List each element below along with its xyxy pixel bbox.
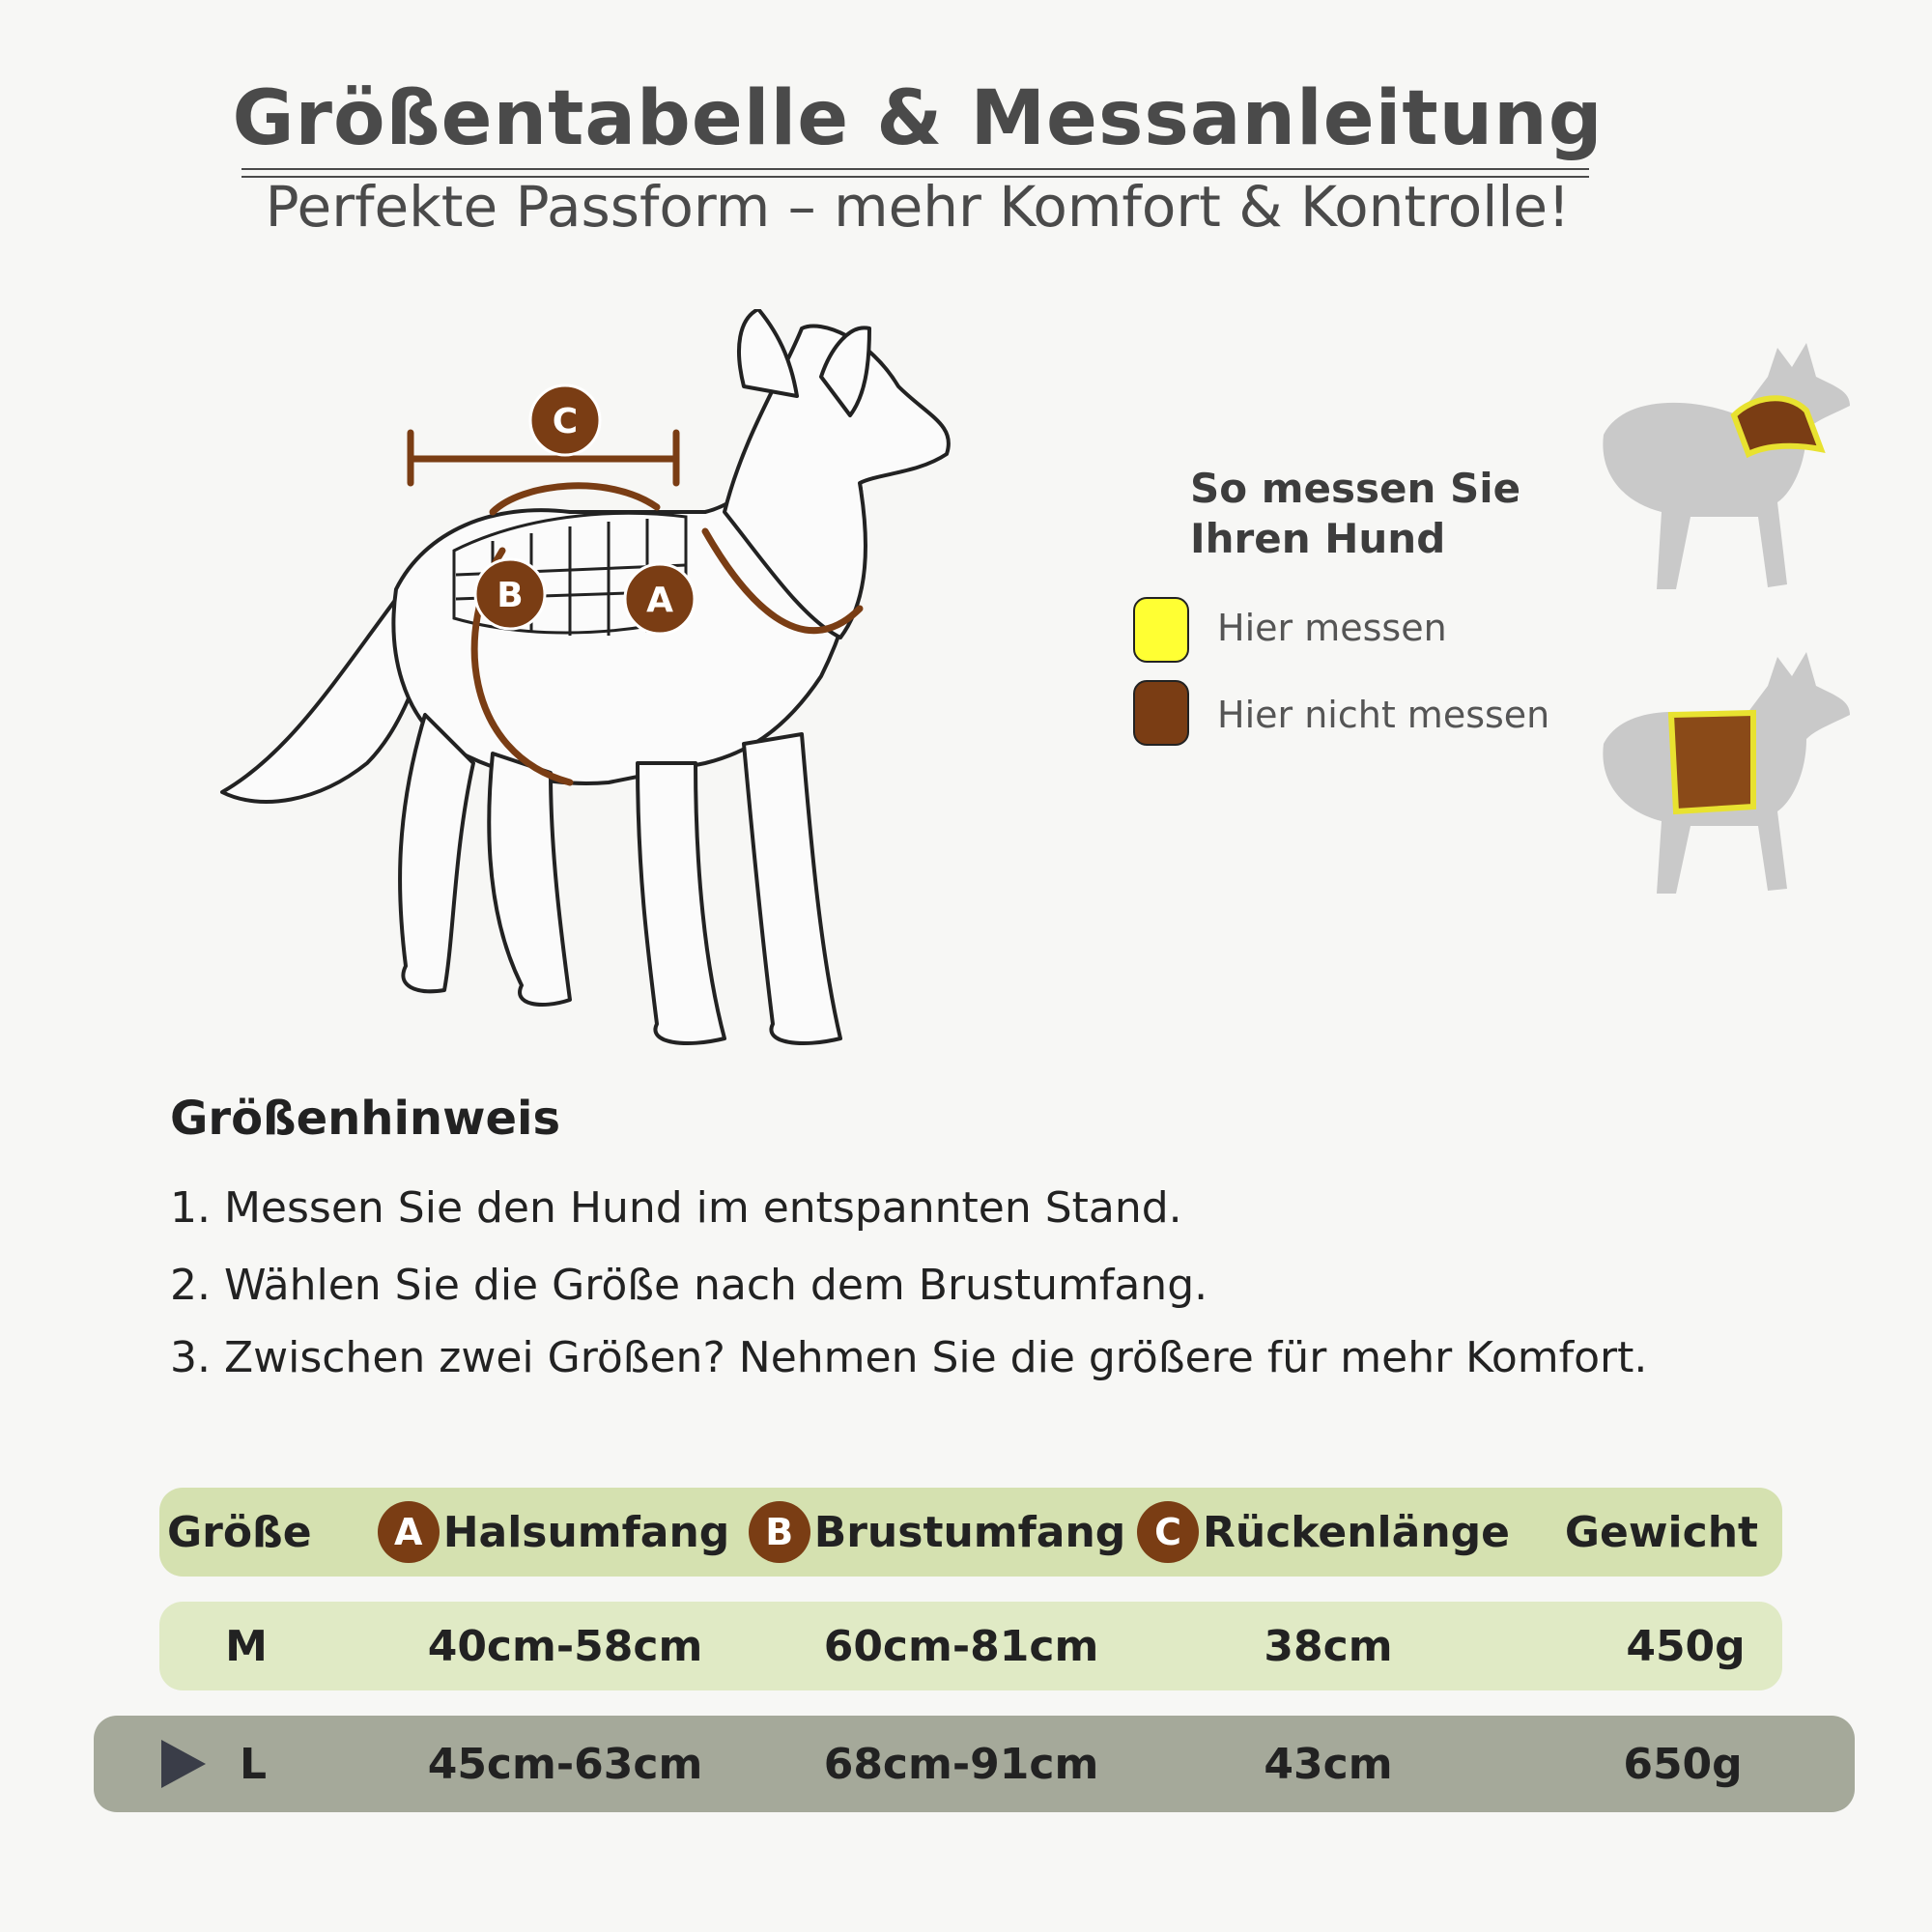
- size-table-header: [159, 1488, 1782, 1577]
- row-chest: 60cm-81cm: [823, 1621, 1099, 1671]
- table-row-selected[interactable]: [94, 1716, 1855, 1812]
- dog-rear-leg-right: [489, 753, 570, 1005]
- label-b-badge: [475, 559, 545, 629]
- row-weight: 650g: [1623, 1739, 1743, 1789]
- back-curve-line: [493, 486, 657, 512]
- row-back: 43cm: [1264, 1739, 1393, 1789]
- header-chest-label: Brustumfang: [813, 1507, 1126, 1557]
- svg-text:A: A: [646, 581, 673, 620]
- page-subtitle: Perfekte Passform – mehr Komfort & Kontrolle!: [265, 174, 1571, 240]
- svg-text:B: B: [497, 576, 524, 615]
- play-arrow-icon: [159, 1716, 208, 1812]
- do-not-measure-swatch: [1133, 680, 1189, 746]
- header-chest: [744, 1488, 1130, 1577]
- table-row[interactable]: [159, 1602, 1782, 1690]
- dog-rear-leg-left: [400, 715, 473, 991]
- label-c-badge: [530, 385, 600, 455]
- measure-here-label: Hier messen: [1217, 607, 1447, 649]
- dog-ear-left: [739, 309, 797, 396]
- row-back: 38cm: [1264, 1621, 1393, 1671]
- label-a-badge: [625, 564, 695, 634]
- dog-neck-correct-illustration: [1584, 338, 1864, 609]
- header-back: [1130, 1488, 1517, 1577]
- row-neck: 45cm-63cm: [427, 1739, 703, 1789]
- dog-harness-diagram: [203, 309, 976, 1063]
- dog-front-leg-left: [638, 763, 724, 1043]
- hint-item: 3. Zwischen zwei Größen? Nehmen Sie die größere für mehr Komfort.: [170, 1333, 1648, 1382]
- back-badge: C: [1137, 1501, 1199, 1563]
- size-hint-title: Größenhinweis: [170, 1092, 561, 1146]
- header-back-label: Rückenlänge: [1203, 1507, 1510, 1557]
- row-size: L: [239, 1739, 268, 1789]
- header-neck-label: Halsumfang: [442, 1507, 730, 1557]
- svg-text:C: C: [552, 402, 579, 441]
- chest-badge: B: [749, 1501, 810, 1563]
- header-weight: Gewicht: [1564, 1507, 1759, 1557]
- dog-front-leg-right: [744, 734, 840, 1043]
- row-weight: 450g: [1626, 1621, 1746, 1671]
- row-chest: 68cm-91cm: [823, 1739, 1099, 1789]
- header-neck: [370, 1488, 737, 1577]
- row-size: M: [225, 1621, 268, 1671]
- title-divider: [242, 168, 1589, 170]
- neck-badge: A: [378, 1501, 440, 1563]
- row-neck: 40cm-58cm: [427, 1621, 703, 1671]
- hint-item: 2. Wählen Sie die Größe nach dem Brustumfang.: [170, 1261, 1208, 1310]
- measure-here-swatch: [1133, 597, 1189, 663]
- hint-item: 1. Messen Sie den Hund im entspannten Stand.: [170, 1183, 1182, 1233]
- do-not-measure-label: Hier nicht messen: [1217, 694, 1550, 736]
- page-title: Größentabelle & Messanleitung: [232, 75, 1604, 162]
- header-size: Größe: [167, 1507, 312, 1557]
- dog-chest-wrong-illustration: [1584, 638, 1864, 908]
- measure-guide-title: So messen Sie Ihren Hund: [1190, 465, 1521, 562]
